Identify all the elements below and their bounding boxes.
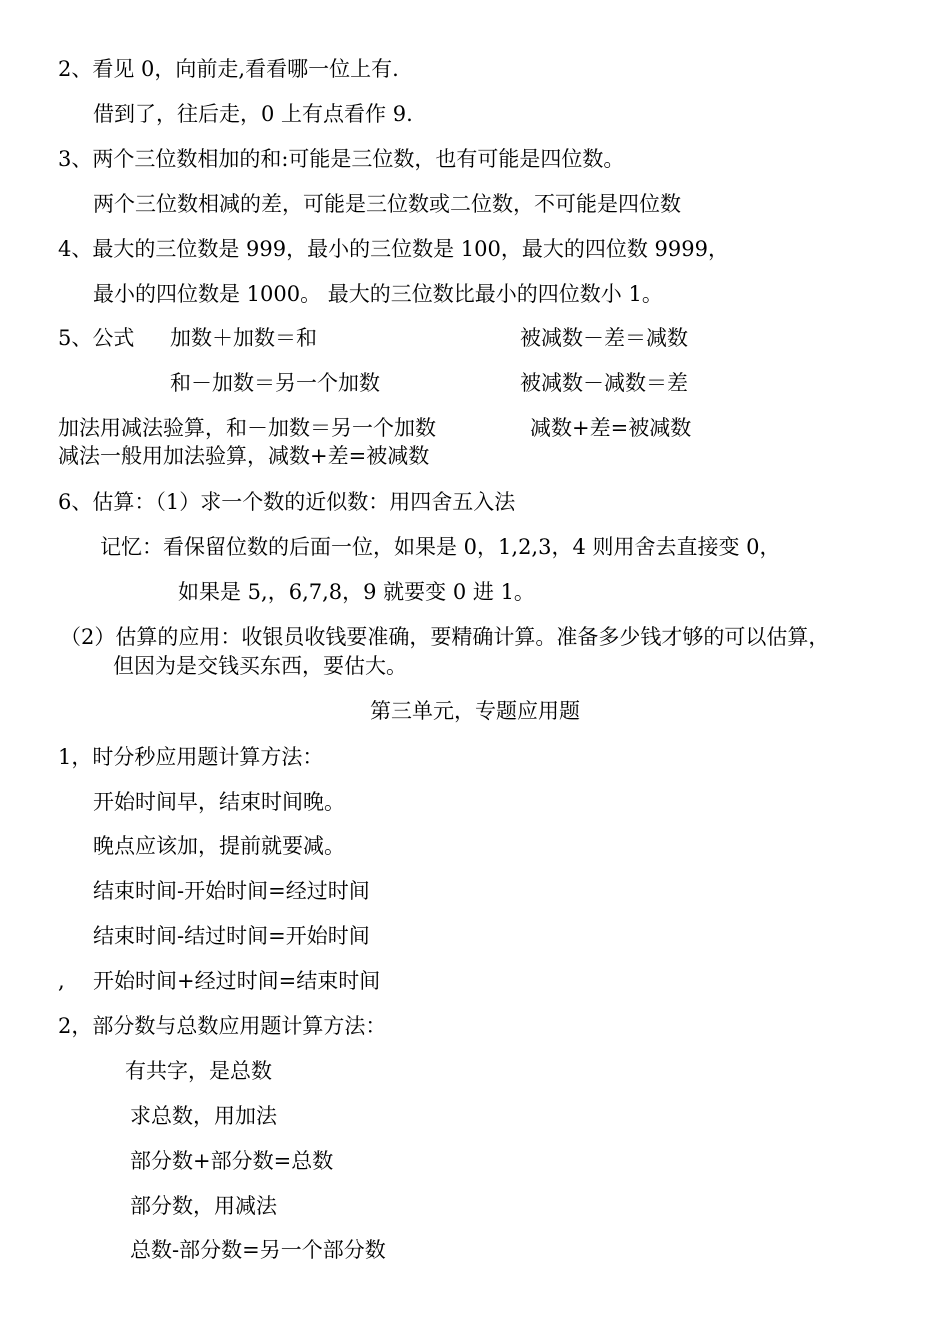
time-line-3: 结束时间-开始时间=经过时间: [93, 879, 370, 903]
time-line-5: 开始时间+经过时间=结束时间: [93, 969, 381, 993]
section-4-line-1: 4、最大的三位数是 999，最小的三位数是 100，最大的四位数 9999，: [58, 237, 729, 261]
check-subtraction: 减法一般用加法验算，减数+差=被减数: [58, 444, 430, 468]
formula-add-2: 和－加数＝另一个加数: [170, 371, 380, 395]
section-3-line-1: 3、两个三位数相加的和:可能是三位数，也有可能是四位数。: [58, 147, 625, 171]
time-line-4: 结束时间-结过时间=开始时间: [93, 924, 370, 948]
check-addition: 加法用减法验算，和－加数＝另一个加数: [58, 416, 436, 440]
formula-sub-1: 被减数－差＝减数: [520, 326, 688, 350]
section-6-line-5: 但因为是交钱买东西，要估大。: [113, 654, 407, 678]
section-6-line-3: 如果是 5,，6,7,8，9 就要变 0 进 1。: [178, 580, 535, 604]
formula-sub-2: 被减数－减数＝差: [520, 371, 688, 395]
part-line-1: 有共字，是总数: [125, 1059, 272, 1083]
section-6-line-2: 记忆：看保留位数的后面一位，如果是 0，1,2,3，4 则用舍去直接变 0，: [100, 535, 781, 559]
section-6-line-4: （2）估算的应用：收银员收钱要准确，要精确计算。准备多少钱才够的可以估算，: [60, 625, 830, 649]
section-2-line-2: 借到了，往后走，0 上有点看作 9.: [93, 102, 413, 126]
section-2-line-1: 2、看见 0，向前走,看看哪一位上有.: [58, 57, 399, 81]
section-3-line-2: 两个三位数相减的差，可能是三位数或二位数，不可能是四位数: [93, 192, 681, 216]
part-line-5: 总数-部分数=另一个部分数: [130, 1238, 386, 1262]
formula-add-1: 加数＋加数＝和: [170, 326, 317, 350]
time-line-5-comma: ,: [58, 969, 65, 993]
unit-3-title: 第三单元，专题应用题: [370, 699, 580, 723]
time-line-1: 开始时间早，结束时间晚。: [93, 790, 345, 814]
part-line-4: 部分数，用减法: [130, 1194, 277, 1218]
section-5-label: 5、公式: [58, 326, 135, 350]
part-line-3: 部分数+部分数=总数: [130, 1149, 334, 1173]
time-line-2: 晚点应该加，提前就要减。: [93, 834, 345, 858]
time-problems-heading: 1，时分秒应用题计算方法：: [58, 745, 324, 769]
section-6-line-1: 6、估算：（1）求一个数的近似数：用四舍五入法: [58, 490, 516, 514]
part-total-heading: 2，部分数与总数应用题计算方法：: [58, 1014, 387, 1038]
part-line-2: 求总数，用加法: [130, 1104, 277, 1128]
section-4-line-2: 最小的四位数是 1000。 最大的三位数比最小的四位数小 1。: [93, 282, 663, 306]
check-addition-right: 减数+差=被减数: [530, 416, 692, 440]
